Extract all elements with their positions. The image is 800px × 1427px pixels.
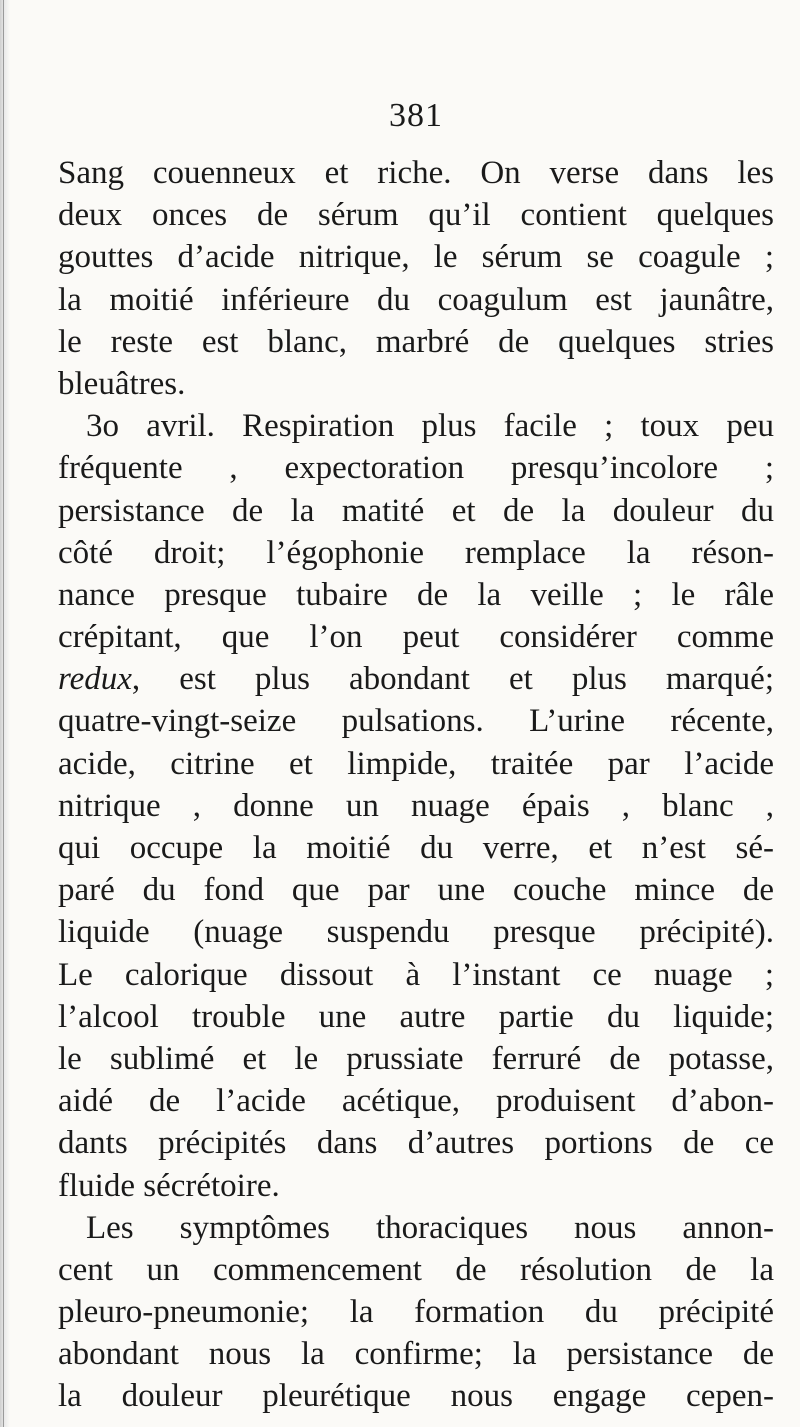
text-line: qui occupe la moitié du verre, et n’est sé- <box>58 830 774 866</box>
text-line-with-italic <box>58 658 774 700</box>
text-line-rest: , est plus abondant et plus marqué; <box>131 661 774 698</box>
text-line: fluide sécrétoire. <box>58 1167 280 1204</box>
text-line: nance presque tubaire de la veille ; le râle <box>58 576 774 613</box>
text-line: crépitant, que l’on peut considérer comme <box>58 619 774 656</box>
text-line: abondant nous la confirme; la persistance de <box>58 1336 774 1373</box>
page-binding-line <box>3 0 4 1427</box>
text-line: côté droit; l’égophonie remplace la réson- <box>58 534 774 571</box>
text-line: dants précipités dans d’autres portions de ce <box>58 1125 774 1162</box>
italic-word: redux <box>58 661 132 698</box>
text-line: Le calorique dissout à l’instant ce nuage ; <box>58 956 774 993</box>
text-line: le sublimé et le prussiate ferruré de potasse, <box>58 1040 774 1077</box>
text-line: liquide (nuage suspendu presque précipité). <box>58 914 774 951</box>
text-line: cent un commencement de résolution de la <box>58 1251 774 1288</box>
text-line: aidé de l’acide acétique, produisent d’abon- <box>58 1083 774 1120</box>
text-line: 3o avril. Respiration plus facile ; toux peu <box>86 408 774 445</box>
text-line: gouttes d’acide nitrique, le sérum se coagule ; <box>58 239 774 276</box>
page-binding-edge <box>0 0 10 1427</box>
text-line: le reste est blanc, marbré de quelques stries <box>58 323 774 360</box>
text-line: pleuro-pneumonie; la formation du précipité <box>58 1294 774 1331</box>
body-text <box>58 152 774 1418</box>
text-line: nitrique , donne un nuage épais , blanc , <box>58 787 774 824</box>
text-line: persistance de la matité et de la douleur du <box>58 492 774 529</box>
text-line: Les symptômes thoraciques nous annon- <box>86 1209 774 1246</box>
text-line: Sang couenneux et riche. On verse dans les <box>58 155 774 191</box>
text-line: fréquente , expectoration presqu’incolore ; <box>58 450 774 487</box>
text-line: paré du fond que par une couche mince de <box>58 872 774 909</box>
text-line: l’alcool trouble une autre partie du liquide; <box>58 998 774 1035</box>
text-line: quatre-vingt-seize pulsations. L’urine récente, <box>58 703 774 740</box>
text-line: deux onces de sérum qu’il contient quelques <box>58 197 774 234</box>
page-number: 381 <box>389 97 443 134</box>
text-line: la moitié inférieure du coagulum est jaunâtre, <box>58 281 774 318</box>
text-line: acide, citrine et limpide, traitée par l’acide <box>58 745 774 782</box>
text-line: la douleur pleurétique nous engage cepen- <box>58 1378 774 1415</box>
text-line: bleuâtres. <box>58 365 186 402</box>
